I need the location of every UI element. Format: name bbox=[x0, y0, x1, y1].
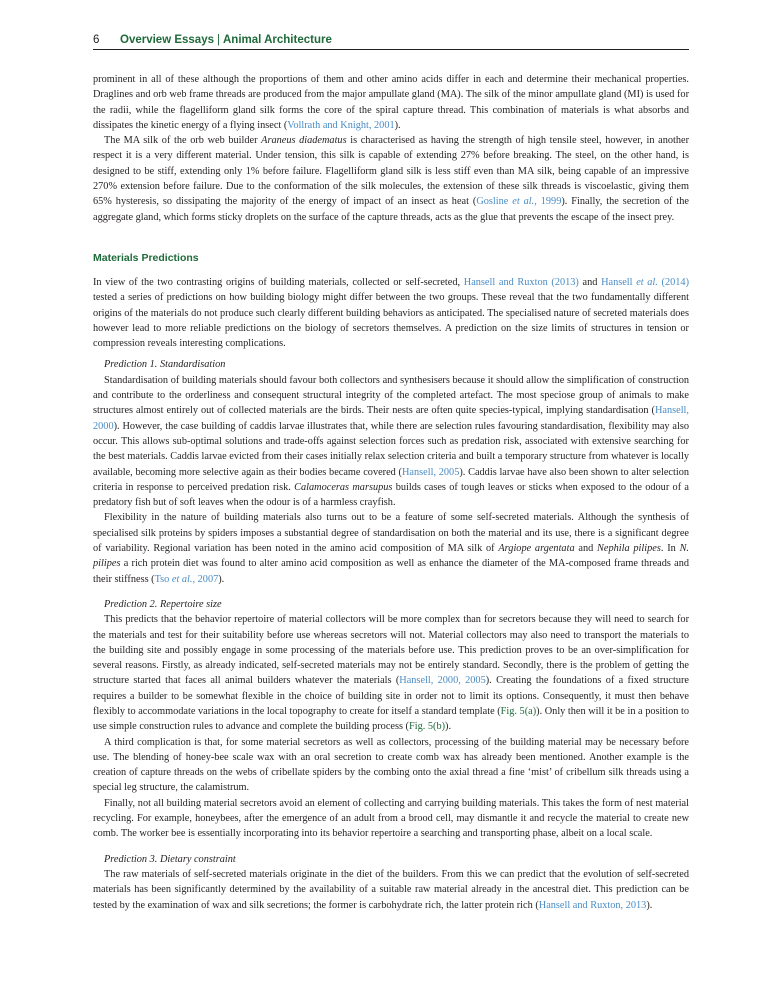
text-run: Flexibility in the nature of building materials also turns out to be a feature of some self-secreted materials. Although the synthesis of specialised silk proteins by spiders imposes a substantial degree of standardisation on both the material and its use, there is a significant degree of variability. Regional variation has been noted in the amino acid composition of MA silk of bbox=[93, 512, 689, 555]
citation-link[interactable]: Hansell and Ruxton, 2013 bbox=[538, 899, 647, 911]
italic-text: N. pilipes bbox=[93, 543, 690, 570]
text-run: The MA silk of the orb web builder bbox=[104, 135, 262, 147]
italic-text: Araneus diadematus bbox=[261, 135, 347, 147]
citation-link[interactable]: Tso bbox=[154, 573, 172, 585]
text-run: ). Only then will it be in a position to use simple construction rules to advance and complete the building process ( bbox=[93, 705, 689, 733]
text-run: This predicts that the behavior repertoire of material collectors will be more complex than for secretors because they will need to search for the materials and test for their suitability before use whereas secretors will not. Material collectors may also need to transport the materials to the building site and possibly engage in some processing of the materials before use. This prediction proves to be an over-simplification for several reasons. Firstly, as already indicated, self-secreted materials may not be entirely standard. Secondly, there is the problem of getting the structure started that faces all animal builders whatever the materials ( bbox=[93, 614, 689, 687]
citation-link[interactable]: , 2007 bbox=[192, 573, 219, 585]
citation-link[interactable]: (2014) bbox=[657, 276, 689, 288]
header-separator: | bbox=[217, 34, 220, 46]
citation-link[interactable]: Vollrath and Knight, 2001 bbox=[287, 119, 395, 131]
citation-link[interactable]: et al. bbox=[512, 196, 535, 208]
subsection-heading: Prediction 2. Repertoire size bbox=[104, 598, 222, 610]
text-run: tested a series of predictions on how building biology might differ between the two groups. These reveal that the two fundamentally different origins of the materials do not produce such clearly different building behaviors as anticipated. The specialised nature of secreted materials does however lead to more reliable predictions on the biology of secretors themselves. A prediction on the size limits of structures in tension or compression reveals interesting complications. bbox=[93, 292, 689, 350]
italic-text: Argiope argentata bbox=[498, 543, 575, 555]
text-run: A third complication is that, for some material secretors as well as collectors, processing of the building material may be necessary before use. The blending of honey-bee scale wax with an oral secretion to create comb wax has already been mentioned. Another example is the creation of capture threads on the webs of cribellate spiders by the combing onto the axial thread a fine ‘mist’ of cribellum silk threads using a special leg structure, the calamistrum. bbox=[93, 736, 689, 794]
text-run: ). bbox=[218, 573, 225, 585]
running-header bbox=[93, 33, 689, 50]
citation-link[interactable]: Hansell, 2000 bbox=[93, 405, 689, 432]
paragraph bbox=[93, 867, 689, 913]
figure-link[interactable]: Fig. 5(b) bbox=[408, 721, 446, 733]
text-run: builds cases of tough leaves or sticks when exposed to the odour of a predatory fish but of soft leaves when the odour is of a harmless crayfish. bbox=[93, 481, 689, 509]
text-run: The raw materials of self-secreted materials originate in the diet of the builders. From this we can predict that the evolution of self-secreted materials has been significantly determined by the availability of a suitable raw material already in the ancestral diet. This prediction can be tested by the examination of wax and silk secretions; the former is carbohydrate rich, the latter protein rich ( bbox=[93, 868, 689, 911]
text-run: ). Caddis larvae have also been shown to alter selection criteria in response to perceived predation risk. bbox=[93, 466, 690, 493]
text-run: . In bbox=[660, 543, 680, 555]
text-run: ). bbox=[646, 899, 653, 911]
text-run: and bbox=[574, 543, 598, 555]
citation-link[interactable]: Hansell, 2000, 2005 bbox=[399, 675, 486, 687]
subsection-heading: Prediction 3. Dietary constraint bbox=[104, 853, 236, 865]
citation-link[interactable]: Hansell bbox=[601, 276, 637, 288]
text-run: is characterised as having the strength of high tensile steel, however, in another respect it is a very different material. Under tension, this silk is capable of extending 27% before breaking. The steel, on the other hand, is designed to be stiff, extending only 1% before failure. Flagelliform gland silk is less stiff even than MA silk, being capable of an impressive 270% extension before failure. Due to the conformation of the silk molecules, the extension of these silk threads is viscoelastic, giving them 65% hysteresis, so dissipating the majority of the energy of impact of an insect as heat ( bbox=[93, 135, 690, 208]
text-run: Finally, not all building material secretors avoid an element of collecting and carrying building materials. This takes the form of nest material recycling. For example, honeybees, after the emergence of an adult from a brood cell, may dismantle it and recycle the material to create new comb. The worker bee is essentially incorporating into its behavior repertoire a searching and transporting phase, albeit on a local scale. bbox=[93, 797, 689, 840]
text-run: prominent in all of these although the proportions of them and other amino acids differ in each and determine their mechanical properties. Draglines and orb web frame threads are produced from the major ampullate gland (MA). The silk of the minor ampullate gland (MI) is used for the radii, while the flagelliform gland silk forms the core of the spiral capture thread. This combination of materials is what absorbs and dissipates the kinetic energy of a flying insect ( bbox=[93, 74, 689, 131]
subsection-heading: Prediction 1. Standardisation bbox=[104, 359, 226, 371]
paragraph bbox=[93, 612, 689, 734]
text-run: In view of the two contrasting origins of building materials, collected or self-secreted, bbox=[93, 276, 464, 288]
article-body bbox=[93, 72, 689, 913]
page-number: 6 bbox=[93, 34, 100, 46]
text-run: and bbox=[578, 276, 602, 288]
text-run: Standardisation of building materials should favour both collectors and synthesisers because it should allow the simplification of construction and contribute to the orderliness and consequent structural integrity of the completed artefact. The most speciose group of animals to make structures almost entirely out of collected materials are the birds. Their nests are often quite species-typical, implying standardisation ( bbox=[93, 374, 689, 417]
citation-link[interactable]: Hansell, 2005 bbox=[401, 466, 460, 478]
paragraph bbox=[93, 72, 689, 133]
citation-link[interactable]: , 1999 bbox=[534, 196, 562, 208]
text-run: a rich protein diet was found to alter amino acid composition as well as enhance the diameter of the MA-composed frame threads and their stiffness ( bbox=[93, 558, 689, 585]
paragraph bbox=[93, 373, 689, 511]
text-run: ). However, the case building of caddis larvae illustrates that, while there are selection rules favouring standardisation, flexibility may also occur. This allows sub-optimal solutions and trade-offs against selection forces such as predation risk, associated with extensive searching for the best materials. Caddis larvae evicted from their cases initially relax selection criteria and built a temporary structure from whatever is locally available, becoming more selective again as their bodies became covered ( bbox=[93, 420, 689, 478]
paragraph bbox=[93, 133, 689, 225]
citation-link[interactable]: Hansell and Ruxton (2013) bbox=[463, 276, 579, 288]
citation-link[interactable]: et al. bbox=[636, 276, 658, 288]
section-title: Overview Essays bbox=[120, 34, 214, 46]
italic-text: Calamoceras marsupus bbox=[294, 481, 393, 493]
text-run: ). Creating the foundations of a fixed structure requires a builder to be somewhat flexible in the choice of building site in order not to limit its options. Consequently, it must then behave flexibly to accommodate variations in the local topography to create for itself a standard template ( bbox=[93, 675, 689, 717]
figure-link[interactable]: Fig. 5(a) bbox=[500, 705, 537, 717]
italic-text: Nephila pilipes bbox=[597, 543, 661, 555]
paragraph bbox=[93, 510, 689, 586]
citation-link[interactable]: Gosline bbox=[476, 196, 513, 208]
chapter-title: Animal Architecture bbox=[223, 34, 332, 46]
paragraph bbox=[93, 275, 689, 351]
paragraph bbox=[93, 735, 689, 796]
text-run: ). bbox=[445, 721, 452, 733]
section-heading: Materials Predictions bbox=[93, 251, 199, 264]
text-run: ). Finally, the secretion of the aggregate gland, which forms sticky droplets on the surface of the capture threads, acts as the glue that prevents the escape of the insect prey. bbox=[93, 196, 690, 223]
citation-link[interactable]: et al. bbox=[171, 573, 193, 585]
paragraph bbox=[93, 796, 689, 842]
text-run: ). bbox=[394, 119, 401, 131]
